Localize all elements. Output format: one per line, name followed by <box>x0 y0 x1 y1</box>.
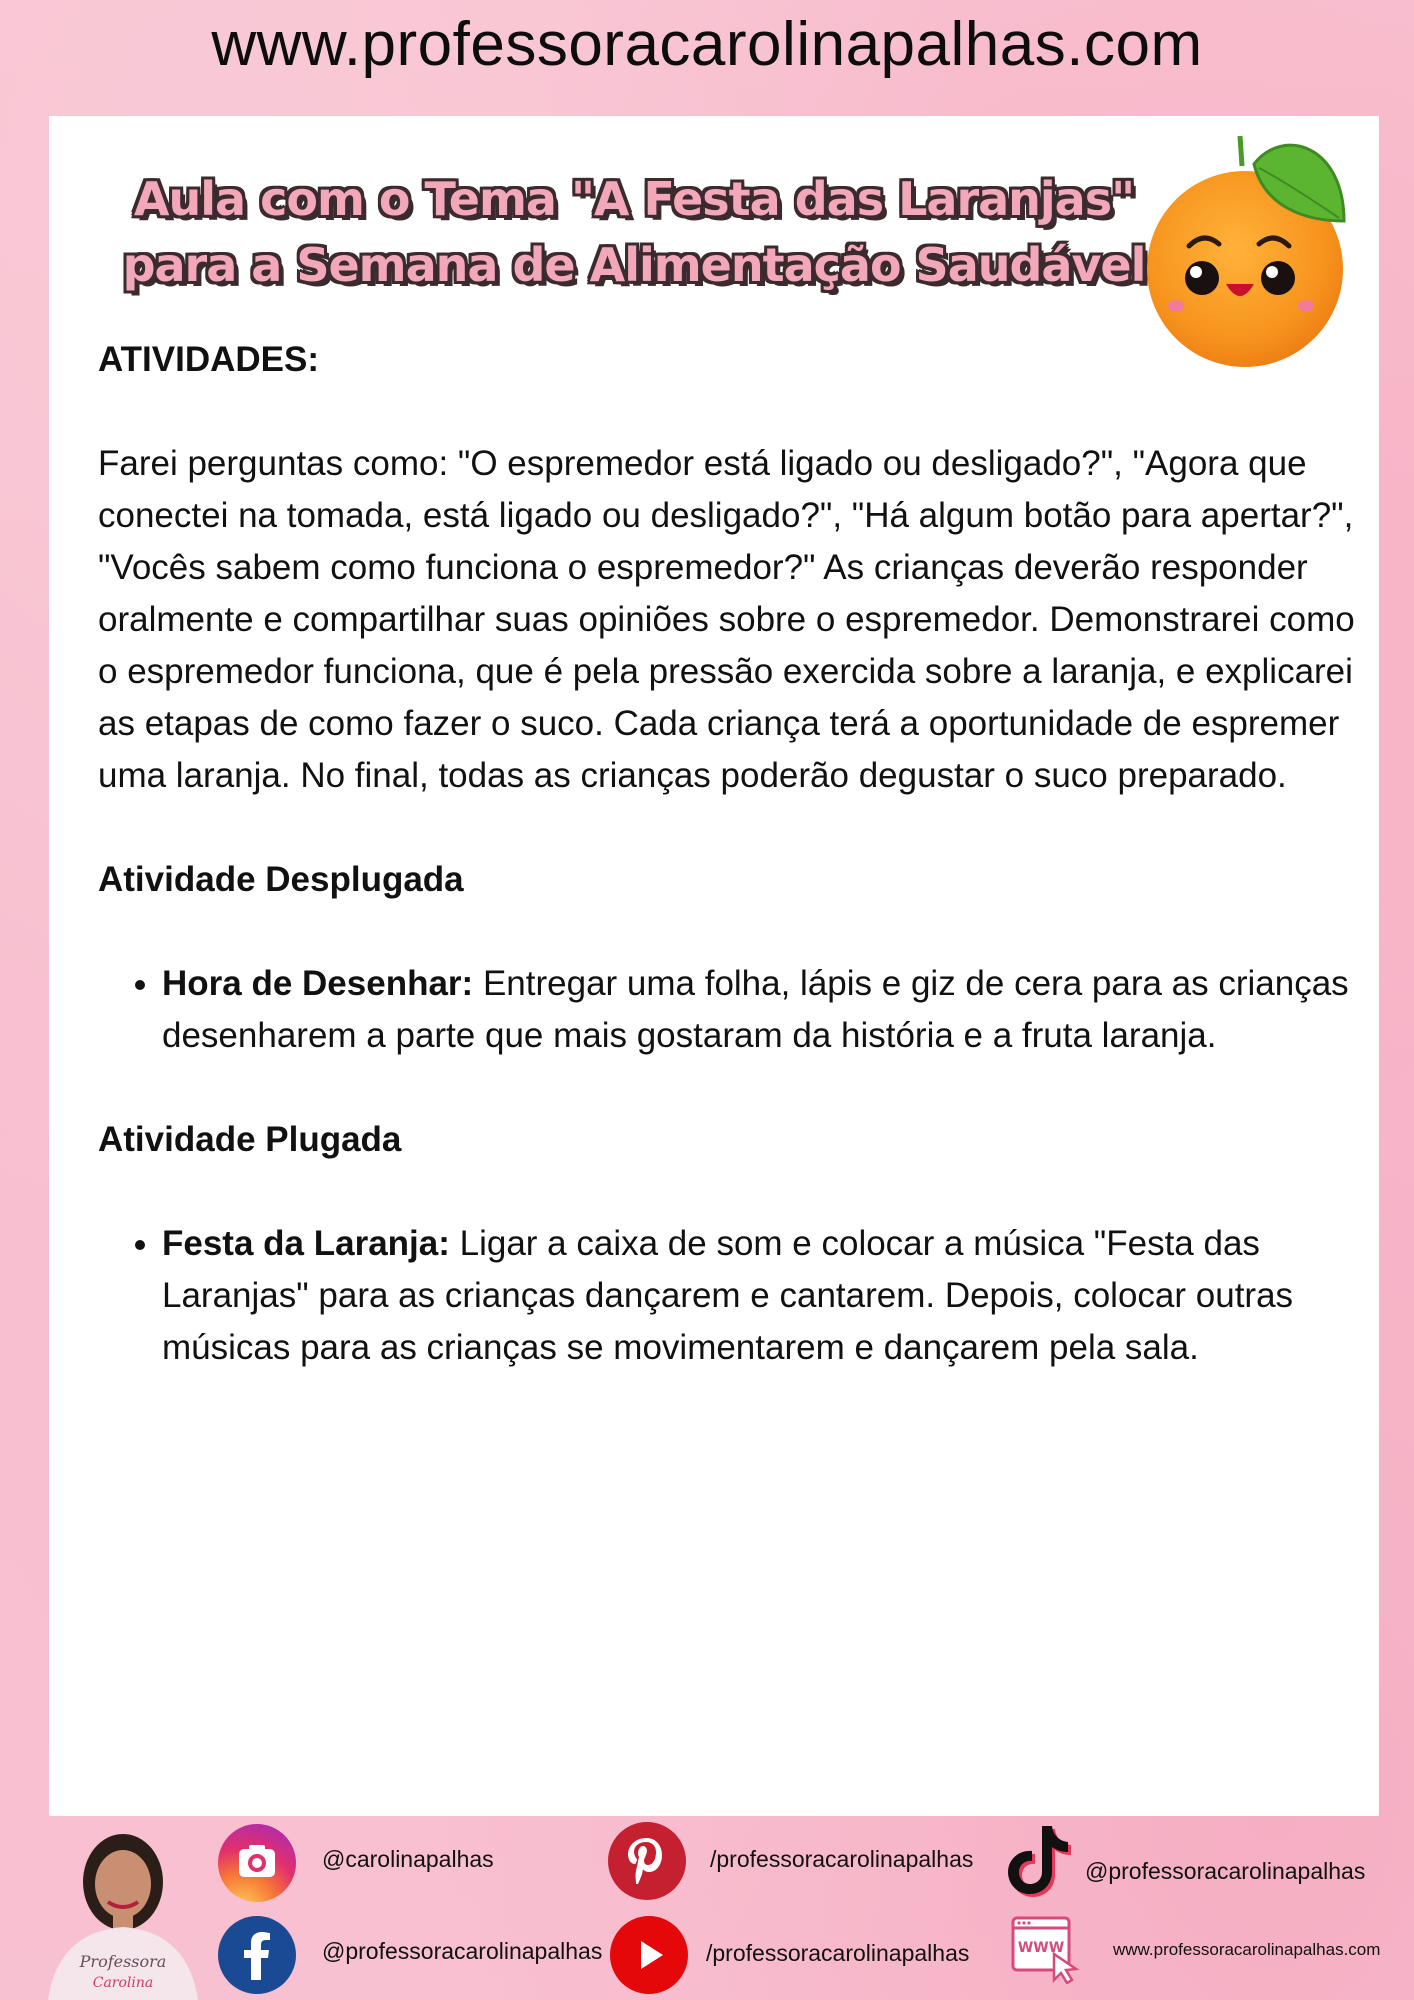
intro-paragraph: Farei perguntas como: "O espremedor está ligado ou desligado?", "Agora que conectei na tomada, está ligado ou desligado?", "Há algum botão para apertar?", "Vocês sabem como funciona o espremedor?" As crianças deverão responder oralmente e compartilhar suas opiniões sobre o espremedor. Demonstrarei como o espremedor funciona, que é pela pressão exercida sobre a laranja, e explicarei as etapas de como fazer o suco. Cada criança terá a oportunidade de espremer uma laranja. No final, todas as crianças poderão degustar o suco preparado. <box>98 444 1355 795</box>
plugged-activity-heading: Atividade Plugada <box>98 1120 402 1159</box>
list-item <box>162 958 1368 1062</box>
plugged-activity-list <box>98 1218 1368 1374</box>
website-url[interactable]: www.professoracarolinapalhas.com <box>1113 1940 1381 1959</box>
list-item-title: Hora de Desenhar: <box>162 964 474 1003</box>
profile-photo <box>38 1822 208 2000</box>
youtube-handle[interactable]: /professoracarolinapalhas <box>706 1940 970 1966</box>
youtube-icon[interactable] <box>610 1916 688 1994</box>
shirt-text-line2: Carolina <box>92 1975 154 1991</box>
tiktok-icon[interactable] <box>1002 1822 1072 1898</box>
title-line-1: Aula com o Tema "A Festa das Laranjas" <box>133 172 1135 226</box>
unplugged-activity-list <box>98 958 1368 1062</box>
instagram-icon[interactable] <box>218 1824 296 1902</box>
facebook-handle[interactable]: @professoracarolinapalhas <box>322 1938 603 1964</box>
title-line-2: para a Semana de Alimentação Saudável <box>122 238 1146 292</box>
content-card <box>49 116 1379 1816</box>
activity-content <box>98 334 1368 1374</box>
instagram-handle[interactable]: @carolinapalhas <box>322 1846 494 1872</box>
list-item-title: Festa da Laranja: <box>162 1224 450 1263</box>
shirt-text-line1: Professora <box>79 1952 167 1971</box>
page-title <box>79 166 1189 298</box>
list-item <box>162 1218 1368 1374</box>
list-item-text: Ligar a caixa de som e colocar a música "Festa das Laranjas" para as crianças dançarem e cantarem. Depois, colocar outras músicas para as crianças se movimentarem e dançarem pela sala. <box>162 1224 1294 1367</box>
www-icon-text: WWW <box>1017 1940 1065 1956</box>
pinterest-handle[interactable]: /professoracarolinapalhas <box>710 1846 974 1872</box>
footer <box>0 1816 1414 2000</box>
facebook-icon[interactable] <box>218 1916 296 1994</box>
site-url-header[interactable]: www.professoracarolinapalhas.com <box>211 10 1203 79</box>
activities-heading: ATIVIDADES: <box>98 340 320 379</box>
pinterest-icon[interactable] <box>608 1822 686 1900</box>
website-icon[interactable] <box>1010 1914 1082 1984</box>
tiktok-handle[interactable]: @professoracarolinapalhas <box>1085 1858 1366 1884</box>
unplugged-activity-heading: Atividade Desplugada <box>98 860 464 899</box>
list-item-text: Entregar uma folha, lápis e giz de cera para as crianças desenharem a parte que mais gostaram da história e a fruta laranja. <box>162 964 1349 1055</box>
